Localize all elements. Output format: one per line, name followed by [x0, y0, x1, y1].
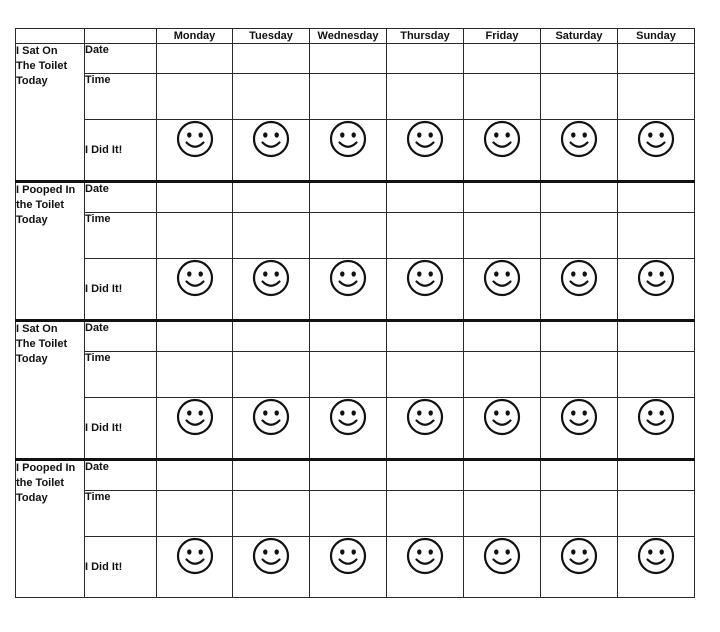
block-1-row-did [16, 120, 695, 182]
time-entry-cell-wednesday[interactable] [310, 74, 387, 120]
smiley-face-icon [541, 398, 617, 436]
smiley-face-icon [387, 537, 463, 575]
did-it-cell-monday[interactable] [157, 259, 233, 321]
date-entry-cell-saturday[interactable] [541, 44, 618, 74]
did-it-cell-thursday[interactable] [387, 259, 464, 321]
date-entry-cell-monday[interactable] [157, 44, 233, 74]
time-entry-cell-tuesday[interactable] [233, 352, 310, 398]
did-it-cell-wednesday[interactable] [310, 259, 387, 321]
smiley-face-icon [310, 259, 386, 297]
smiley-face-icon [464, 398, 540, 436]
date-entry-cell-sunday[interactable] [618, 44, 695, 74]
time-entry-cell-thursday[interactable] [387, 352, 464, 398]
did-it-cell-friday[interactable] [464, 259, 541, 321]
time-entry-cell-saturday[interactable] [541, 213, 618, 259]
time-entry-cell-friday[interactable] [464, 491, 541, 537]
block-title: I Pooped In the Toilet Today [16, 184, 76, 226]
date-entry-cell-saturday[interactable] [541, 321, 618, 352]
date-entry-cell-tuesday[interactable] [233, 321, 310, 352]
time-entry-cell-saturday[interactable] [541, 491, 618, 537]
smiley-face-icon [233, 259, 309, 297]
time-entry-cell-monday[interactable] [157, 491, 233, 537]
block-2-row-did [16, 259, 695, 321]
did-it-cell-friday[interactable] [464, 120, 541, 182]
time-entry-cell-saturday[interactable] [541, 352, 618, 398]
time-entry-cell-thursday[interactable] [387, 491, 464, 537]
day-header-tuesday: Tuesday [233, 29, 310, 44]
smiley-face-icon [157, 120, 232, 158]
time-entry-cell-friday[interactable] [464, 213, 541, 259]
row-label-did: I Did It! [85, 120, 157, 182]
time-entry-cell-thursday[interactable] [387, 213, 464, 259]
block-1-row-time [16, 74, 695, 120]
time-entry-cell-tuesday[interactable] [233, 213, 310, 259]
did-it-cell-sunday[interactable] [618, 120, 695, 182]
did-it-cell-tuesday[interactable] [233, 259, 310, 321]
date-entry-cell-thursday[interactable] [387, 321, 464, 352]
block-title: I Pooped In the Toilet Today [16, 462, 76, 504]
potty-chart [15, 28, 695, 598]
smiley-face-icon [618, 398, 694, 436]
block-title: I Sat On The Toilet Today [16, 45, 68, 87]
smiley-face-icon [618, 120, 694, 158]
time-entry-cell-sunday[interactable] [618, 491, 695, 537]
did-it-cell-saturday[interactable] [541, 398, 618, 460]
block-3-title-cell [16, 321, 85, 460]
smiley-face-icon [387, 259, 463, 297]
header-corner-group [16, 29, 85, 44]
date-entry-cell-friday[interactable] [464, 44, 541, 74]
smiley-face-icon [387, 120, 463, 158]
block-2-row-date [16, 182, 695, 213]
time-entry-cell-friday[interactable] [464, 74, 541, 120]
smiley-face-icon [310, 398, 386, 436]
did-it-cell-sunday[interactable] [618, 398, 695, 460]
time-entry-cell-tuesday[interactable] [233, 74, 310, 120]
day-header-sunday: Sunday [618, 29, 695, 44]
row-label-did: I Did It! [85, 398, 157, 460]
day-header-wednesday: Wednesday [310, 29, 387, 44]
did-it-cell-tuesday[interactable] [233, 537, 310, 598]
smiley-face-icon [464, 537, 540, 575]
date-entry-cell-friday[interactable] [464, 460, 541, 491]
smiley-face-icon [233, 537, 309, 575]
date-entry-cell-thursday[interactable] [387, 44, 464, 74]
time-entry-cell-friday[interactable] [464, 352, 541, 398]
date-entry-cell-tuesday[interactable] [233, 44, 310, 74]
row-label-time: Time [85, 352, 157, 398]
did-it-cell-thursday[interactable] [387, 537, 464, 598]
block-2-title-cell [16, 182, 85, 321]
did-it-cell-tuesday[interactable] [233, 120, 310, 182]
time-entry-cell-tuesday[interactable] [233, 491, 310, 537]
time-entry-cell-sunday[interactable] [618, 352, 695, 398]
date-entry-cell-wednesday[interactable] [310, 182, 387, 213]
day-header-saturday: Saturday [541, 29, 618, 44]
did-it-cell-saturday[interactable] [541, 120, 618, 182]
date-entry-cell-wednesday[interactable] [310, 44, 387, 74]
smiley-face-icon [618, 537, 694, 575]
smiley-face-icon [233, 120, 309, 158]
date-entry-cell-monday[interactable] [157, 182, 233, 213]
did-it-cell-friday[interactable] [464, 537, 541, 598]
did-it-cell-monday[interactable] [157, 537, 233, 598]
did-it-cell-friday[interactable] [464, 398, 541, 460]
did-it-cell-wednesday[interactable] [310, 120, 387, 182]
smiley-face-icon [541, 537, 617, 575]
date-entry-cell-monday[interactable] [157, 460, 233, 491]
date-entry-cell-wednesday[interactable] [310, 321, 387, 352]
date-entry-cell-tuesday[interactable] [233, 460, 310, 491]
row-label-time: Time [85, 213, 157, 259]
did-it-cell-monday[interactable] [157, 398, 233, 460]
smiley-face-icon [310, 537, 386, 575]
did-it-cell-wednesday[interactable] [310, 537, 387, 598]
day-header-friday: Friday [464, 29, 541, 44]
block-3-row-did [16, 398, 695, 460]
did-it-cell-sunday[interactable] [618, 537, 695, 598]
date-entry-cell-sunday[interactable] [618, 460, 695, 491]
did-it-cell-monday[interactable] [157, 120, 233, 182]
time-entry-cell-saturday[interactable] [541, 74, 618, 120]
time-entry-cell-wednesday[interactable] [310, 491, 387, 537]
did-it-cell-saturday[interactable] [541, 537, 618, 598]
block-1-row-date [16, 44, 695, 74]
date-entry-cell-saturday[interactable] [541, 460, 618, 491]
smiley-face-icon [541, 259, 617, 297]
smiley-face-icon [464, 120, 540, 158]
smiley-face-icon [233, 398, 309, 436]
row-label-date: Date [85, 182, 157, 213]
date-entry-cell-thursday[interactable] [387, 460, 464, 491]
did-it-cell-tuesday[interactable] [233, 398, 310, 460]
time-entry-cell-thursday[interactable] [387, 74, 464, 120]
row-label-did: I Did It! [85, 537, 157, 598]
day-header-thursday: Thursday [387, 29, 464, 44]
date-entry-cell-thursday[interactable] [387, 182, 464, 213]
smiley-face-icon [157, 259, 232, 297]
did-it-cell-sunday[interactable] [618, 259, 695, 321]
time-entry-cell-sunday[interactable] [618, 213, 695, 259]
header-corner-label [85, 29, 157, 44]
row-label-time: Time [85, 74, 157, 120]
did-it-cell-thursday[interactable] [387, 398, 464, 460]
date-entry-cell-monday[interactable] [157, 321, 233, 352]
row-label-date: Date [85, 460, 157, 491]
time-entry-cell-wednesday[interactable] [310, 213, 387, 259]
block-title: I Sat On The Toilet Today [16, 323, 68, 365]
block-3-row-time [16, 352, 695, 398]
did-it-cell-saturday[interactable] [541, 259, 618, 321]
date-entry-cell-friday[interactable] [464, 321, 541, 352]
time-entry-cell-wednesday[interactable] [310, 352, 387, 398]
date-entry-cell-tuesday[interactable] [233, 182, 310, 213]
smiley-face-icon [387, 398, 463, 436]
block-1-title-cell [16, 44, 85, 182]
header-row [16, 29, 695, 44]
smiley-face-icon [464, 259, 540, 297]
date-entry-cell-friday[interactable] [464, 182, 541, 213]
smiley-face-icon [157, 537, 232, 575]
block-4-title-cell [16, 460, 85, 598]
row-label-did: I Did It! [85, 259, 157, 321]
block-4-row-time [16, 491, 695, 537]
smiley-face-icon [157, 398, 232, 436]
smiley-face-icon [618, 259, 694, 297]
time-entry-cell-sunday[interactable] [618, 74, 695, 120]
date-entry-cell-sunday[interactable] [618, 321, 695, 352]
date-entry-cell-saturday[interactable] [541, 182, 618, 213]
date-entry-cell-sunday[interactable] [618, 182, 695, 213]
date-entry-cell-wednesday[interactable] [310, 460, 387, 491]
smiley-face-icon [541, 120, 617, 158]
did-it-cell-thursday[interactable] [387, 120, 464, 182]
block-2-row-time [16, 213, 695, 259]
time-entry-cell-monday[interactable] [157, 352, 233, 398]
row-label-date: Date [85, 44, 157, 74]
smiley-face-icon [310, 120, 386, 158]
block-3-row-date [16, 321, 695, 352]
time-entry-cell-monday[interactable] [157, 74, 233, 120]
time-entry-cell-monday[interactable] [157, 213, 233, 259]
did-it-cell-wednesday[interactable] [310, 398, 387, 460]
row-label-time: Time [85, 491, 157, 537]
row-label-date: Date [85, 321, 157, 352]
block-4-row-date [16, 460, 695, 491]
block-4-row-did [16, 537, 695, 598]
day-header-monday: Monday [157, 29, 233, 44]
